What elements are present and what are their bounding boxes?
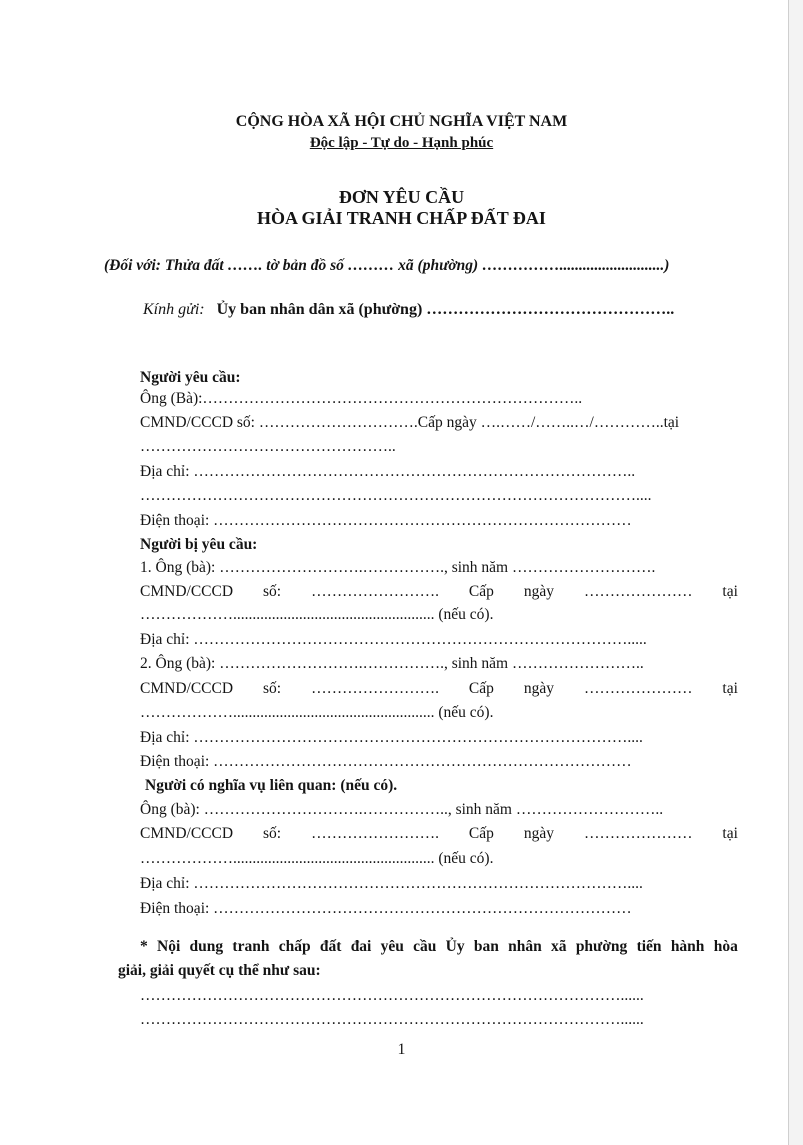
motto-text: Độc lập - Tự do - Hạnh phúc: [309, 135, 494, 151]
heading-word: *: [140, 938, 148, 955]
heading-word: hòa: [713, 938, 738, 955]
respondent-2-phone-field: Điện thoại: ………………………………………………………………………: [140, 753, 632, 770]
related-heading: Người có nghĩa vụ liên quan: (nếu có).: [145, 777, 398, 794]
id-word: Cấp: [468, 825, 494, 842]
id-word: …………………: [583, 680, 693, 697]
related-id-continuation: ……………….................................................... (nếu có).: [140, 850, 494, 867]
heading-word: chấp: [278, 938, 311, 955]
requester-name-field: Ông (Bà):………………………………………………………………..: [140, 390, 583, 407]
heading-word: dung: [189, 938, 224, 955]
requester-address-field: Địa chỉ: …………………………………………………………………………..: [140, 463, 636, 480]
heading-word: yêu: [380, 938, 404, 955]
id-word: ngày: [523, 680, 554, 697]
recipient-label: Kính gửi:: [143, 301, 205, 318]
related-phone-field: Điện thoại: ………………………………………………………………………: [140, 900, 632, 917]
related-name-field: Ông (bà): ………………………….…………….., sinh năm ………………………..: [140, 801, 664, 818]
subject-line: (Đối với: Thửa đất ……. tờ bản đồ số ……… xã (phường) ……………...........................): [104, 257, 670, 274]
id-word: …………………….: [311, 825, 439, 842]
requester-address-continuation: ……………………………………………………………………………………....: [140, 487, 652, 504]
id-word: tại: [722, 583, 738, 600]
related-id-field: [140, 824, 738, 844]
requester-id-continuation: …………………………………………..: [140, 438, 396, 455]
id-word: tại: [722, 680, 738, 697]
national-motto: [0, 133, 803, 153]
related-address-field: Địa chỉ: …………………………………………………………………………....: [140, 875, 643, 892]
requester-id-field: CMND/CCCD số: ………………………….Cấp ngày ….……/……..…/…………..tại: [140, 414, 680, 431]
respondent-2-name-field: 2. Ông (bà): ……………………….……………., sinh năm ……………………..: [140, 655, 644, 672]
id-word: …………………….: [311, 583, 439, 600]
respondent-heading: Người bị yêu cầu:: [140, 536, 258, 553]
heading-word: phường: [575, 938, 628, 955]
id-word: …………………: [583, 583, 693, 600]
id-word: CMND/CCCD: [140, 825, 234, 842]
content-line-1: …………………………………………………………………………………......: [140, 987, 644, 1004]
respondent-1-id-continuation: ……………….................................................... (nếu có).: [140, 606, 494, 623]
heading-word: ban: [473, 938, 499, 955]
id-word: …………………: [583, 825, 693, 842]
id-word: số:: [263, 825, 282, 842]
id-word: số:: [263, 680, 282, 697]
recipient-value: Ủy ban nhân dân xã (phường) ………………………………………..: [216, 301, 675, 318]
form-subtitle: HÒA GIẢI TRANH CHẤP ĐẤT ĐAI: [257, 208, 546, 228]
respondent-2-id-field: [140, 679, 738, 699]
id-word: ngày: [523, 583, 554, 600]
heading-word: xã: [551, 938, 567, 955]
id-word: CMND/CCCD: [140, 680, 234, 697]
heading-word: tiến: [636, 938, 662, 955]
content-line-2: …………………………………………………………………………………......: [140, 1011, 644, 1028]
id-word: CMND/CCCD: [140, 583, 234, 600]
respondent-2-address-field: Địa chỉ: …………………………………………………………………………....: [140, 729, 643, 746]
heading-word: cầu: [413, 938, 437, 955]
respondent-1-name-field: 1. Ông (bà): ……………………….……………., sinh năm ……………………….: [140, 559, 656, 576]
heading-word: hành: [670, 938, 705, 955]
respondent-1-id-field: [140, 582, 738, 602]
id-word: …………………….: [311, 680, 439, 697]
form-title: ĐƠN YÊU CẦU: [338, 187, 465, 207]
respondent-2-id-continuation: ……………….................................................... (nếu có).: [140, 704, 494, 721]
id-word: số:: [263, 583, 282, 600]
heading-word: tranh: [232, 938, 270, 955]
recipient-line: [143, 300, 674, 320]
page-number: 1: [397, 1041, 406, 1058]
scan-edge-shadow: [789, 0, 803, 1145]
id-word: Cấp: [468, 583, 494, 600]
id-word: ngày: [523, 825, 554, 842]
heading-word: Ủy: [445, 938, 465, 955]
requester-heading: Người yêu cầu:: [140, 369, 241, 386]
content-heading-continuation: giải, giải quyết cụ thể như sau:: [118, 962, 321, 979]
heading-word: đai: [350, 938, 372, 955]
content-heading: [140, 937, 738, 957]
id-word: Cấp: [468, 680, 494, 697]
heading-word: Nội: [157, 938, 181, 955]
heading-word: nhân: [508, 938, 542, 955]
national-title: CỘNG HÒA XÃ HỘI CHỦ NGHĨA VIỆT NAM: [235, 113, 568, 130]
heading-word: đất: [319, 938, 342, 955]
respondent-1-address-field: Địa chỉ: ………………………………………………………………………….....: [140, 631, 647, 648]
id-word: tại: [722, 825, 738, 842]
requester-phone-field: Điện thoại: ………………………………………………………………………: [140, 512, 632, 529]
